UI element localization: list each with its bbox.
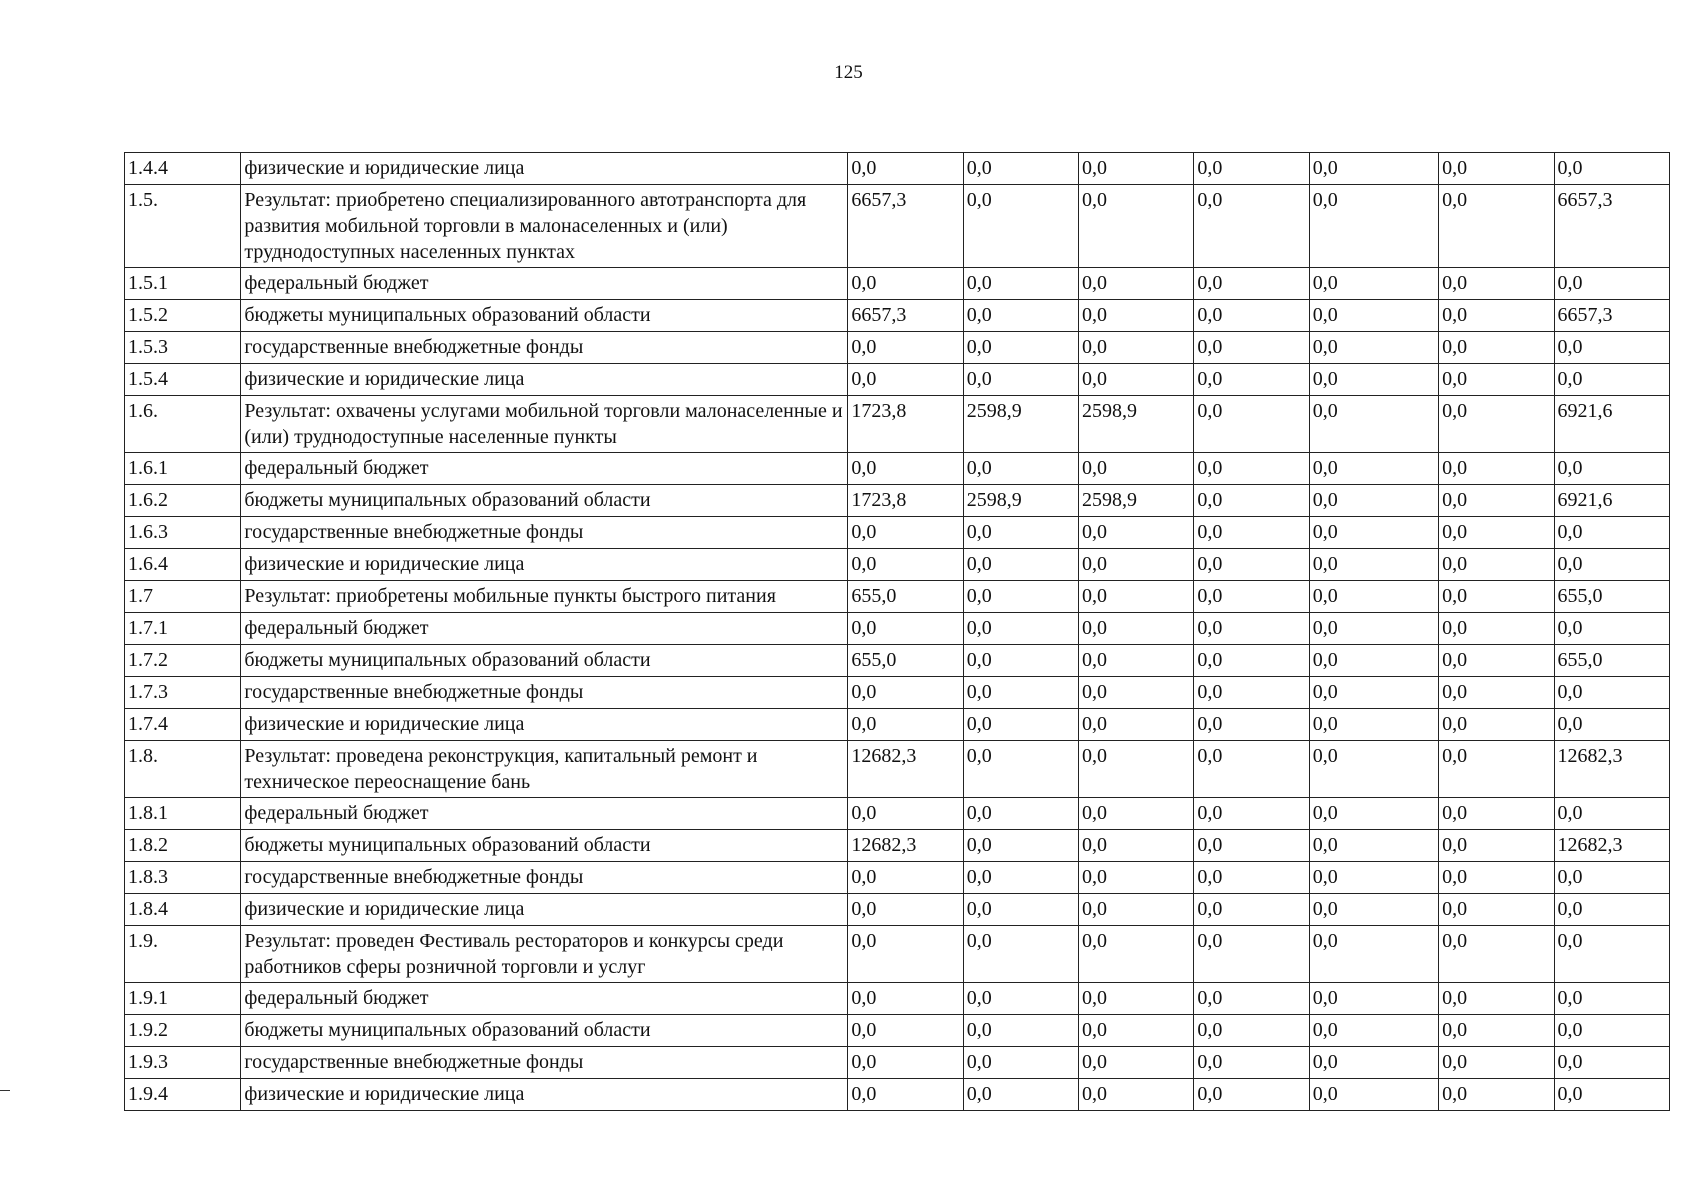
row-number-cell: 1.7.3 <box>125 677 241 709</box>
value-cell: 0,0 <box>1554 517 1669 549</box>
row-number-cell: 1.5.1 <box>125 268 241 300</box>
value-cell: 0,0 <box>1554 894 1669 926</box>
value-cell: 0,0 <box>1309 1015 1438 1047</box>
value-cell: 0,0 <box>1439 830 1554 862</box>
row-name-cell: государственные внебюджетные фонды <box>241 517 848 549</box>
value-cell: 0,0 <box>848 332 963 364</box>
value-cell: 0,0 <box>1079 517 1194 549</box>
value-cell: 0,0 <box>1309 581 1438 613</box>
value-cell: 0,0 <box>1309 709 1438 741</box>
value-cell: 6921,6 <box>1554 396 1669 453</box>
value-cell: 0,0 <box>1439 453 1554 485</box>
value-cell: 0,0 <box>1554 1079 1669 1111</box>
value-cell: 0,0 <box>1194 983 1309 1015</box>
value-cell: 0,0 <box>1079 645 1194 677</box>
value-cell: 0,0 <box>963 613 1078 645</box>
table-row <box>125 894 1670 926</box>
value-cell: 0,0 <box>1079 332 1194 364</box>
value-cell: 0,0 <box>1309 830 1438 862</box>
value-cell: 0,0 <box>1439 1079 1554 1111</box>
budget-table <box>124 152 1670 1111</box>
value-cell: 0,0 <box>1194 396 1309 453</box>
value-cell: 0,0 <box>1309 300 1438 332</box>
value-cell: 0,0 <box>1309 926 1438 983</box>
value-cell: 0,0 <box>1309 798 1438 830</box>
value-cell: 0,0 <box>963 153 1078 185</box>
row-name-cell: физические и юридические лица <box>241 894 848 926</box>
value-cell: 0,0 <box>963 894 1078 926</box>
row-name-cell: федеральный бюджет <box>241 983 848 1015</box>
value-cell: 0,0 <box>1309 1079 1438 1111</box>
row-number-cell: 1.6.1 <box>125 453 241 485</box>
value-cell: 0,0 <box>848 153 963 185</box>
value-cell: 0,0 <box>1309 396 1438 453</box>
value-cell: 0,0 <box>1439 862 1554 894</box>
value-cell: 0,0 <box>1439 153 1554 185</box>
table-row <box>125 613 1670 645</box>
value-cell: 0,0 <box>1194 894 1309 926</box>
value-cell: 0,0 <box>1439 581 1554 613</box>
value-cell: 0,0 <box>1079 862 1194 894</box>
value-cell: 0,0 <box>1194 549 1309 581</box>
value-cell: 0,0 <box>1079 830 1194 862</box>
value-cell: 0,0 <box>848 894 963 926</box>
table-row <box>125 830 1670 862</box>
value-cell: 0,0 <box>1194 1015 1309 1047</box>
table-row <box>125 926 1670 983</box>
row-number-cell: 1.5.3 <box>125 332 241 364</box>
value-cell: 0,0 <box>963 926 1078 983</box>
value-cell: 0,0 <box>963 862 1078 894</box>
value-cell: 0,0 <box>1439 1047 1554 1079</box>
value-cell: 0,0 <box>848 613 963 645</box>
value-cell: 6921,6 <box>1554 485 1669 517</box>
value-cell: 0,0 <box>848 517 963 549</box>
value-cell: 0,0 <box>963 1015 1078 1047</box>
table-row <box>125 300 1670 332</box>
value-cell: 0,0 <box>1439 645 1554 677</box>
value-cell: 0,0 <box>1439 485 1554 517</box>
value-cell: 0,0 <box>1439 709 1554 741</box>
value-cell: 0,0 <box>1079 741 1194 798</box>
value-cell: 0,0 <box>1439 185 1554 268</box>
value-cell: 0,0 <box>848 549 963 581</box>
value-cell: 6657,3 <box>848 185 963 268</box>
value-cell: 0,0 <box>963 300 1078 332</box>
value-cell: 0,0 <box>1309 332 1438 364</box>
value-cell: 0,0 <box>1194 1047 1309 1079</box>
value-cell: 0,0 <box>1554 1047 1669 1079</box>
value-cell: 0,0 <box>1194 485 1309 517</box>
value-cell: 0,0 <box>1079 549 1194 581</box>
value-cell: 0,0 <box>848 862 963 894</box>
value-cell: 0,0 <box>1439 300 1554 332</box>
row-number-cell: 1.9.2 <box>125 1015 241 1047</box>
row-number-cell: 1.6. <box>125 396 241 453</box>
value-cell: 0,0 <box>1309 741 1438 798</box>
value-cell: 0,0 <box>1439 741 1554 798</box>
value-cell: 0,0 <box>963 798 1078 830</box>
value-cell: 0,0 <box>1554 153 1669 185</box>
row-number-cell: 1.7.2 <box>125 645 241 677</box>
value-cell: 0,0 <box>963 581 1078 613</box>
value-cell: 0,0 <box>1194 709 1309 741</box>
table-row <box>125 798 1670 830</box>
row-name-cell: физические и юридические лица <box>241 549 848 581</box>
row-number-cell: 1.9. <box>125 926 241 983</box>
value-cell: 0,0 <box>1194 517 1309 549</box>
value-cell: 0,0 <box>1309 983 1438 1015</box>
value-cell: 0,0 <box>1309 364 1438 396</box>
value-cell: 0,0 <box>1554 613 1669 645</box>
table-row <box>125 1079 1670 1111</box>
table-row <box>125 153 1670 185</box>
value-cell: 0,0 <box>1194 300 1309 332</box>
row-number-cell: 1.6.4 <box>125 549 241 581</box>
value-cell: 0,0 <box>848 798 963 830</box>
value-cell: 0,0 <box>1079 300 1194 332</box>
value-cell: 0,0 <box>1194 741 1309 798</box>
row-name-cell: физические и юридические лица <box>241 1079 848 1111</box>
row-name-cell: Результат: проведена реконструкция, капитальный ремонт и техническое переоснащение бань <box>241 741 848 798</box>
value-cell: 0,0 <box>848 983 963 1015</box>
value-cell: 0,0 <box>1439 268 1554 300</box>
value-cell: 0,0 <box>1554 332 1669 364</box>
value-cell: 0,0 <box>848 453 963 485</box>
value-cell: 0,0 <box>1079 185 1194 268</box>
value-cell: 0,0 <box>1079 613 1194 645</box>
value-cell: 0,0 <box>963 1047 1078 1079</box>
value-cell: 0,0 <box>1079 453 1194 485</box>
value-cell: 0,0 <box>1439 1015 1554 1047</box>
value-cell: 0,0 <box>1309 677 1438 709</box>
value-cell: 655,0 <box>1554 645 1669 677</box>
value-cell: 0,0 <box>1079 926 1194 983</box>
row-number-cell: 1.8. <box>125 741 241 798</box>
value-cell: 0,0 <box>1439 332 1554 364</box>
row-name-cell: физические и юридические лица <box>241 709 848 741</box>
value-cell: 0,0 <box>1194 830 1309 862</box>
table-row <box>125 677 1670 709</box>
value-cell: 6657,3 <box>1554 300 1669 332</box>
value-cell: 0,0 <box>1079 1047 1194 1079</box>
value-cell: 0,0 <box>963 709 1078 741</box>
row-name-cell: Результат: приобретены мобильные пункты быстрого питания <box>241 581 848 613</box>
value-cell: 0,0 <box>963 268 1078 300</box>
table-row <box>125 364 1670 396</box>
row-number-cell: 1.5.4 <box>125 364 241 396</box>
table-row <box>125 453 1670 485</box>
value-cell: 0,0 <box>1309 153 1438 185</box>
value-cell: 0,0 <box>963 549 1078 581</box>
value-cell: 0,0 <box>1194 645 1309 677</box>
value-cell: 0,0 <box>1194 364 1309 396</box>
row-name-cell: федеральный бюджет <box>241 613 848 645</box>
row-number-cell: 1.7.4 <box>125 709 241 741</box>
value-cell: 0,0 <box>848 677 963 709</box>
value-cell: 0,0 <box>1194 153 1309 185</box>
value-cell: 0,0 <box>1554 926 1669 983</box>
value-cell: 0,0 <box>1079 1015 1194 1047</box>
row-name-cell: бюджеты муниципальных образований области <box>241 830 848 862</box>
value-cell: 6657,3 <box>848 300 963 332</box>
value-cell: 0,0 <box>963 1079 1078 1111</box>
value-cell: 12682,3 <box>1554 830 1669 862</box>
row-number-cell: 1.6.3 <box>125 517 241 549</box>
value-cell: 0,0 <box>1554 862 1669 894</box>
table-row <box>125 332 1670 364</box>
row-number-cell: 1.9.1 <box>125 983 241 1015</box>
value-cell: 0,0 <box>1554 1015 1669 1047</box>
value-cell: 0,0 <box>1439 983 1554 1015</box>
value-cell: 0,0 <box>963 645 1078 677</box>
row-number-cell: 1.8.2 <box>125 830 241 862</box>
value-cell: 0,0 <box>1079 1079 1194 1111</box>
row-name-cell: бюджеты муниципальных образований области <box>241 300 848 332</box>
value-cell: 0,0 <box>1079 798 1194 830</box>
value-cell: 12682,3 <box>848 830 963 862</box>
value-cell: 2598,9 <box>963 485 1078 517</box>
row-number-cell: 1.4.4 <box>125 153 241 185</box>
value-cell: 0,0 <box>1079 983 1194 1015</box>
table-row <box>125 645 1670 677</box>
value-cell: 0,0 <box>848 1079 963 1111</box>
value-cell: 0,0 <box>1439 517 1554 549</box>
value-cell: 0,0 <box>963 741 1078 798</box>
value-cell: 0,0 <box>1194 677 1309 709</box>
value-cell: 0,0 <box>963 332 1078 364</box>
table-row <box>125 741 1670 798</box>
row-name-cell: государственные внебюджетные фонды <box>241 862 848 894</box>
value-cell: 0,0 <box>1194 862 1309 894</box>
row-number-cell: 1.9.3 <box>125 1047 241 1079</box>
value-cell: 0,0 <box>963 983 1078 1015</box>
table-row <box>125 1015 1670 1047</box>
value-cell: 0,0 <box>1194 453 1309 485</box>
value-cell: 0,0 <box>1439 396 1554 453</box>
row-name-cell: федеральный бюджет <box>241 798 848 830</box>
value-cell: 1723,8 <box>848 396 963 453</box>
row-number-cell: 1.6.2 <box>125 485 241 517</box>
row-number-cell: 1.7.1 <box>125 613 241 645</box>
value-cell: 0,0 <box>963 677 1078 709</box>
table-row <box>125 581 1670 613</box>
table-body <box>125 153 1670 1111</box>
value-cell: 0,0 <box>1554 709 1669 741</box>
value-cell: 0,0 <box>1554 677 1669 709</box>
row-name-cell: бюджеты муниципальных образований области <box>241 1015 848 1047</box>
row-name-cell: Результат: приобретено специализированного автотранспорта для развития мобильной торговли в малонаселенных и (или) труднодоступных населенных пунктах <box>241 185 848 268</box>
value-cell: 0,0 <box>848 709 963 741</box>
row-name-cell: государственные внебюджетные фонды <box>241 332 848 364</box>
value-cell: 0,0 <box>1439 613 1554 645</box>
value-cell: 0,0 <box>1554 364 1669 396</box>
value-cell: 0,0 <box>1309 268 1438 300</box>
value-cell: 655,0 <box>1554 581 1669 613</box>
value-cell: 0,0 <box>1309 549 1438 581</box>
value-cell: 0,0 <box>848 364 963 396</box>
table-row <box>125 1047 1670 1079</box>
value-cell: 0,0 <box>1079 153 1194 185</box>
table-row <box>125 485 1670 517</box>
row-name-cell: федеральный бюджет <box>241 453 848 485</box>
value-cell: 0,0 <box>1439 364 1554 396</box>
row-name-cell: физические и юридические лица <box>241 153 848 185</box>
value-cell: 0,0 <box>1194 581 1309 613</box>
row-name-cell: физические и юридические лица <box>241 364 848 396</box>
value-cell: 0,0 <box>963 364 1078 396</box>
value-cell: 0,0 <box>1439 677 1554 709</box>
row-number-cell: 1.5.2 <box>125 300 241 332</box>
table-row <box>125 517 1670 549</box>
value-cell: 0,0 <box>1554 549 1669 581</box>
value-cell: 0,0 <box>1554 798 1669 830</box>
value-cell: 0,0 <box>848 268 963 300</box>
value-cell: 0,0 <box>1079 709 1194 741</box>
value-cell: 655,0 <box>848 581 963 613</box>
row-number-cell: 1.7 <box>125 581 241 613</box>
value-cell: 0,0 <box>1309 894 1438 926</box>
value-cell: 1723,8 <box>848 485 963 517</box>
value-cell: 6657,3 <box>1554 185 1669 268</box>
value-cell: 0,0 <box>1439 894 1554 926</box>
value-cell: 0,0 <box>848 1047 963 1079</box>
value-cell: 0,0 <box>1079 894 1194 926</box>
value-cell: 0,0 <box>1079 364 1194 396</box>
row-name-cell: государственные внебюджетные фонды <box>241 677 848 709</box>
value-cell: 0,0 <box>1309 862 1438 894</box>
value-cell: 0,0 <box>1194 1079 1309 1111</box>
value-cell: 0,0 <box>1439 798 1554 830</box>
value-cell: 0,0 <box>1079 677 1194 709</box>
table-row <box>125 709 1670 741</box>
value-cell: 0,0 <box>1309 453 1438 485</box>
table-row <box>125 185 1670 268</box>
value-cell: 0,0 <box>1309 613 1438 645</box>
value-cell: 0,0 <box>1554 983 1669 1015</box>
value-cell: 0,0 <box>1309 185 1438 268</box>
value-cell: 2598,9 <box>963 396 1078 453</box>
value-cell: 0,0 <box>1439 926 1554 983</box>
value-cell: 12682,3 <box>848 741 963 798</box>
value-cell: 0,0 <box>1554 268 1669 300</box>
row-name-cell: государственные внебюджетные фонды <box>241 1047 848 1079</box>
value-cell: 0,0 <box>963 517 1078 549</box>
value-cell: 0,0 <box>1194 332 1309 364</box>
value-cell: 655,0 <box>848 645 963 677</box>
value-cell: 0,0 <box>1194 798 1309 830</box>
table-row <box>125 862 1670 894</box>
value-cell: 0,0 <box>1309 517 1438 549</box>
value-cell: 0,0 <box>1194 926 1309 983</box>
row-number-cell: 1.9.4 <box>125 1079 241 1111</box>
value-cell: 0,0 <box>1194 613 1309 645</box>
value-cell: 0,0 <box>1194 268 1309 300</box>
row-number-cell: 1.5. <box>125 185 241 268</box>
page-number: 125 <box>834 62 863 83</box>
value-cell: 0,0 <box>1309 645 1438 677</box>
value-cell: 0,0 <box>1554 453 1669 485</box>
row-name-cell: Результат: проведен Фестиваль рестораторов и конкурсы среди работников сферы розничной торговли и услуг <box>241 926 848 983</box>
table-row <box>125 396 1670 453</box>
value-cell: 2598,9 <box>1079 396 1194 453</box>
value-cell: 0,0 <box>963 185 1078 268</box>
row-number-cell: 1.8.1 <box>125 798 241 830</box>
row-name-cell: бюджеты муниципальных образований области <box>241 485 848 517</box>
row-number-cell: 1.8.3 <box>125 862 241 894</box>
table-row <box>125 549 1670 581</box>
value-cell: 0,0 <box>1439 549 1554 581</box>
value-cell: 0,0 <box>848 1015 963 1047</box>
row-number-cell: 1.8.4 <box>125 894 241 926</box>
value-cell: 2598,9 <box>1079 485 1194 517</box>
value-cell: 12682,3 <box>1554 741 1669 798</box>
value-cell: 0,0 <box>1309 1047 1438 1079</box>
value-cell: 0,0 <box>848 926 963 983</box>
table-row <box>125 983 1670 1015</box>
row-name-cell: Результат: охвачены услугами мобильной торговли малонаселенные и (или) труднодоступные населенные пункты <box>241 396 848 453</box>
value-cell: 0,0 <box>963 830 1078 862</box>
value-cell: 0,0 <box>1309 485 1438 517</box>
margin-mark <box>0 1090 10 1091</box>
row-name-cell: федеральный бюджет <box>241 268 848 300</box>
value-cell: 0,0 <box>963 453 1078 485</box>
value-cell: 0,0 <box>1194 185 1309 268</box>
row-name-cell: бюджеты муниципальных образований области <box>241 645 848 677</box>
value-cell: 0,0 <box>1079 268 1194 300</box>
value-cell: 0,0 <box>1079 581 1194 613</box>
table-row <box>125 268 1670 300</box>
